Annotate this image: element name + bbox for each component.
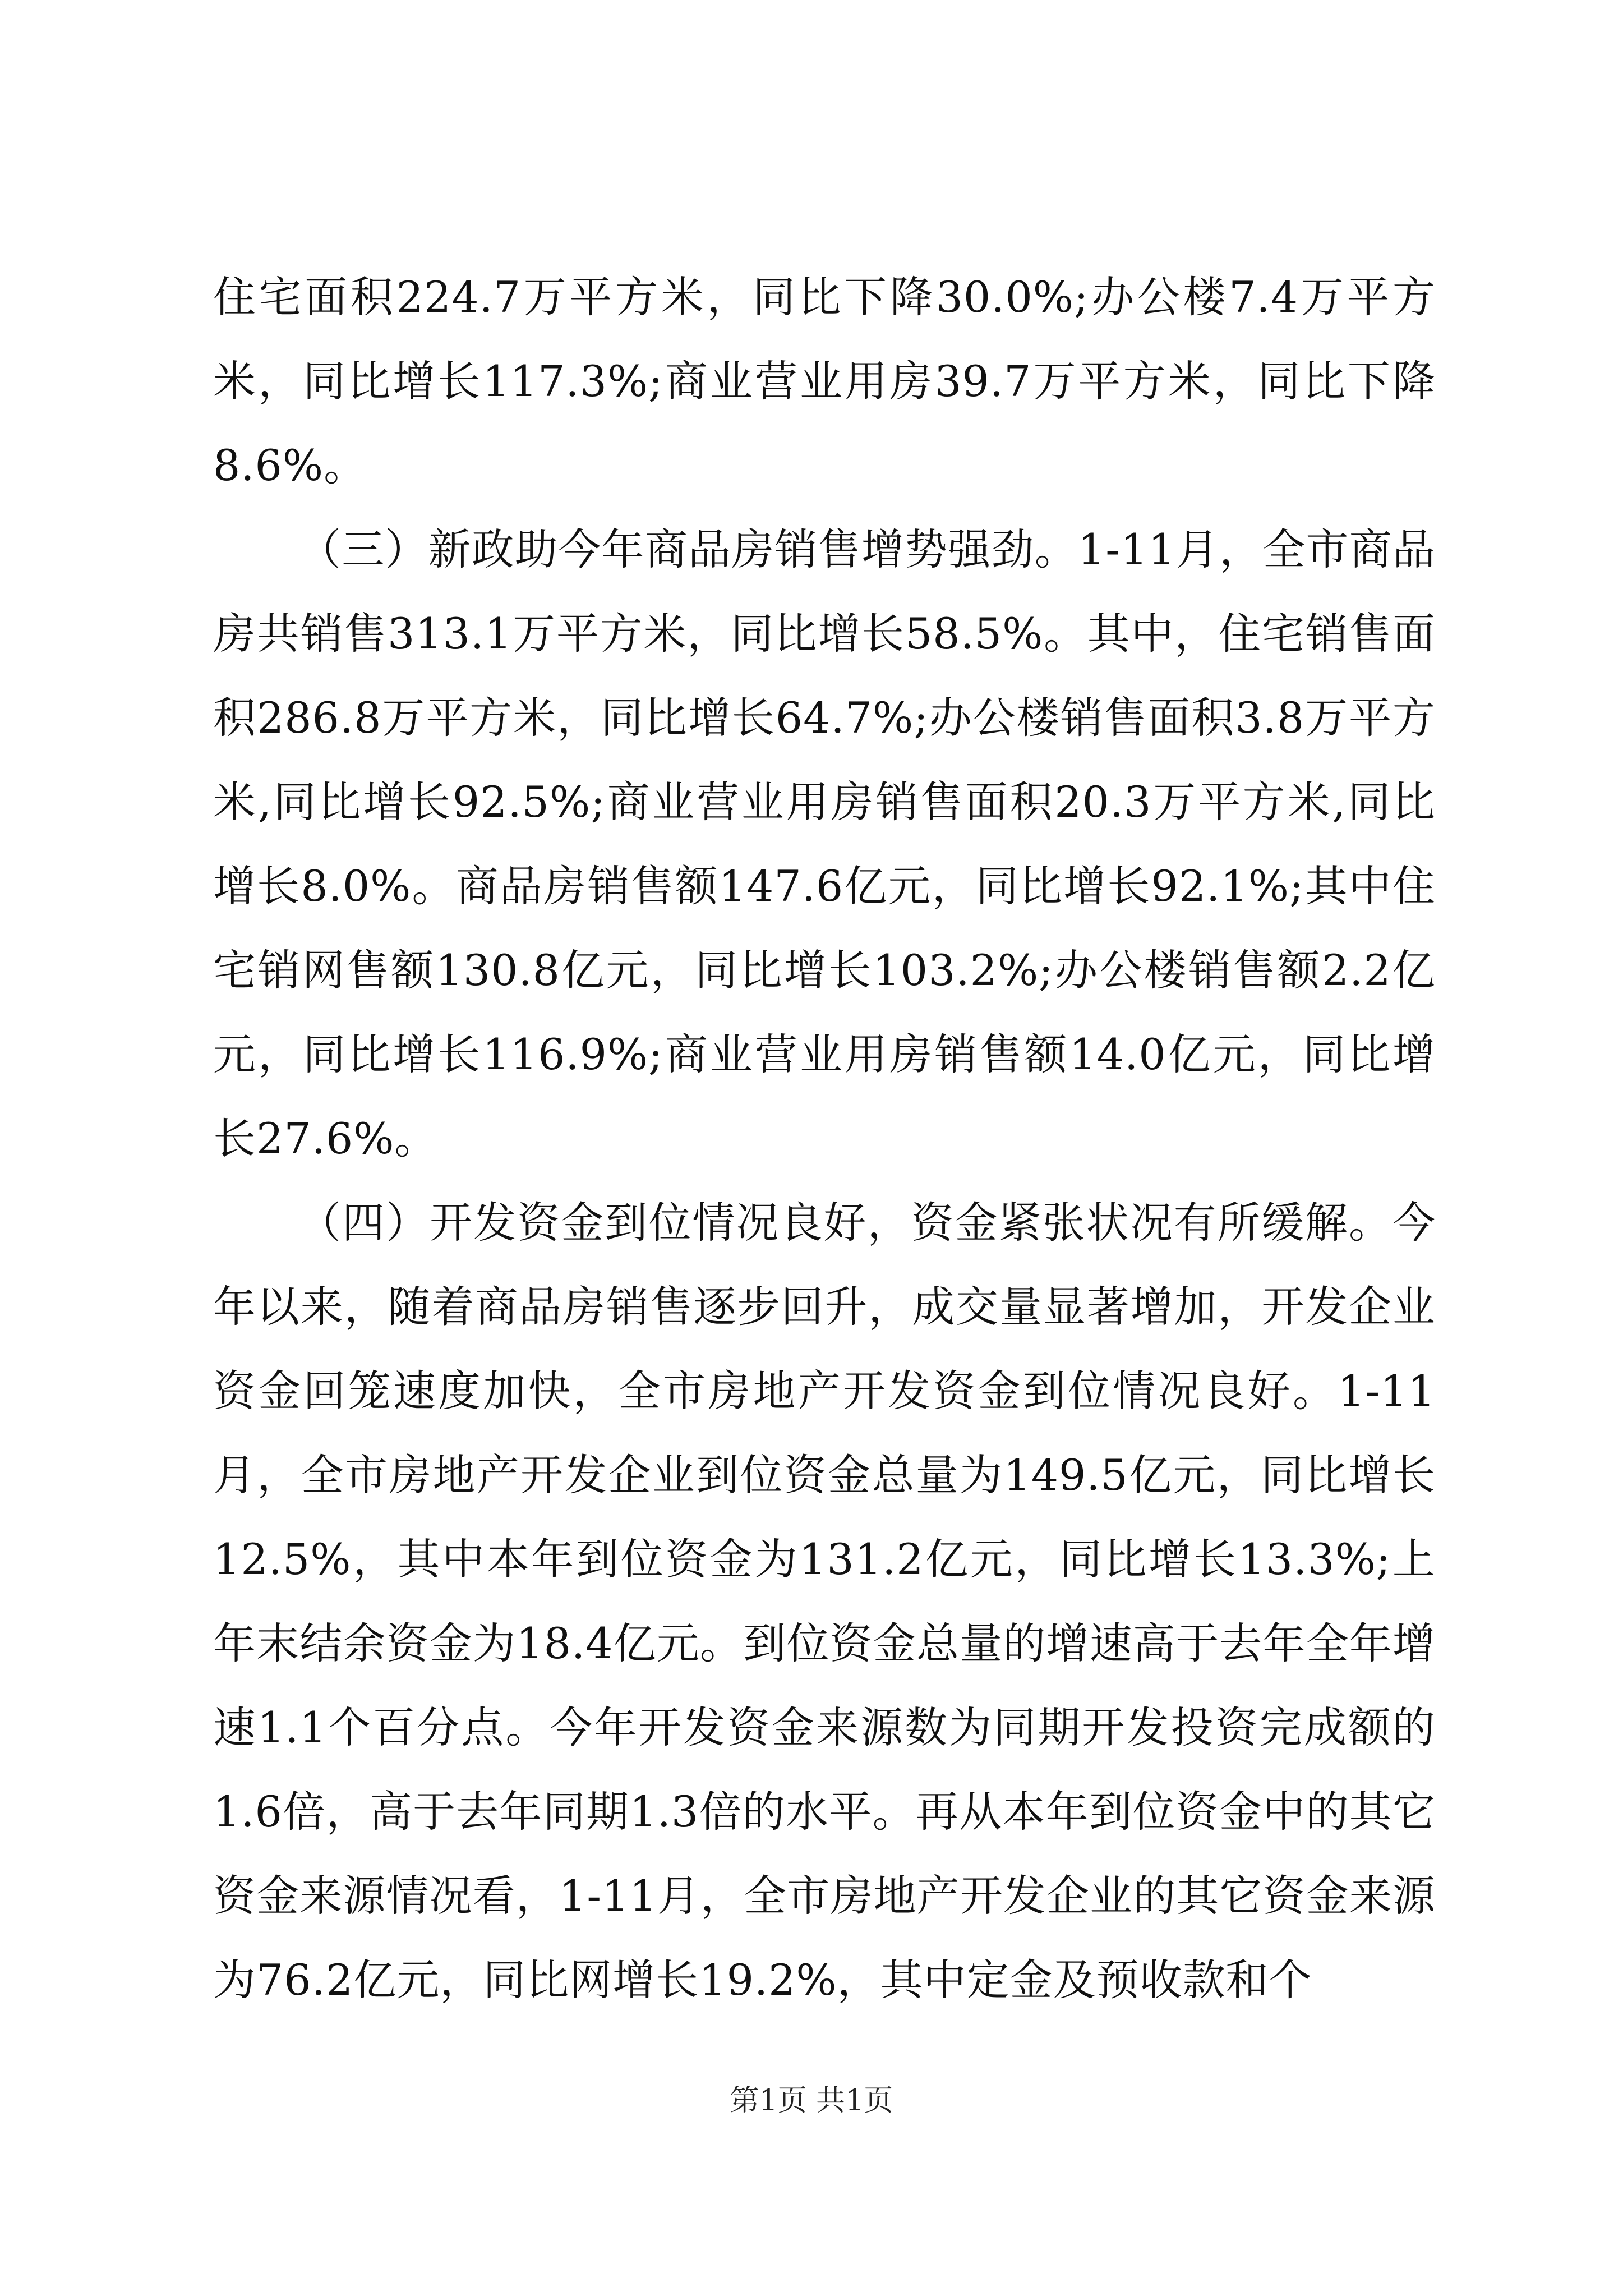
paragraph-continuation: 住宅面积224.7万平方米，同比下降30.0%;办公楼7.4万平方米，同比增长117.3%;商业营业用房39.7万平方米，同比下降8.6%。	[213, 272, 1436, 490]
paragraph-section-four: （四）开发资金到位情况良好，资金紧张状况有所缓解。今年以来，随着商品房销售逐步回升，成交量显著增加，开发企业资金回笼速度加快，全市房地产开发资金到位情况良好。1-11月，全市房地产开发企业到位资金总量为149.5亿元，同比增长12.5%，其中本年到位资金为131.2亿元，同比增长13.3%;上年末结余资金为18.4亿元。到位资金总量的增速高于去年全年增速1.1个百分点。今年开发资金来源数为同期开发投资完成额的1.6倍，高于去年同期1.3倍的水平。再从本年到位资金中的其它资金来源情况看，1-11月，全市房地产开发企业的其它资金来源为76.2亿元，同比网增长19.2%，其中定金及预收款和个	[213, 1198, 1436, 2005]
page-footer: 第1页 共1页	[730, 2084, 893, 2118]
document-body	[213, 255, 1436, 2022]
paragraph-section-three: （三）新政助今年商品房销售增势强劲。1-11月，全市商品房共销售313.1万平方米，同比增长58.5%。其中，住宅销售面积286.8万平方米，同比增长64.7%;办公楼销售面积3.8万平方米,同比增长92.5%;商业营业用房销售面积20.3万平方米,同比增长8.0%。商品房销售额147.6亿元，同比增长92.1%;其中住宅销网售额130.8亿元，同比增长103.2%;办公楼销售额2.2亿元，同比增长116.9%;商业营业用房销售额14.0亿元，同比增长27.6%。	[213, 524, 1436, 1163]
